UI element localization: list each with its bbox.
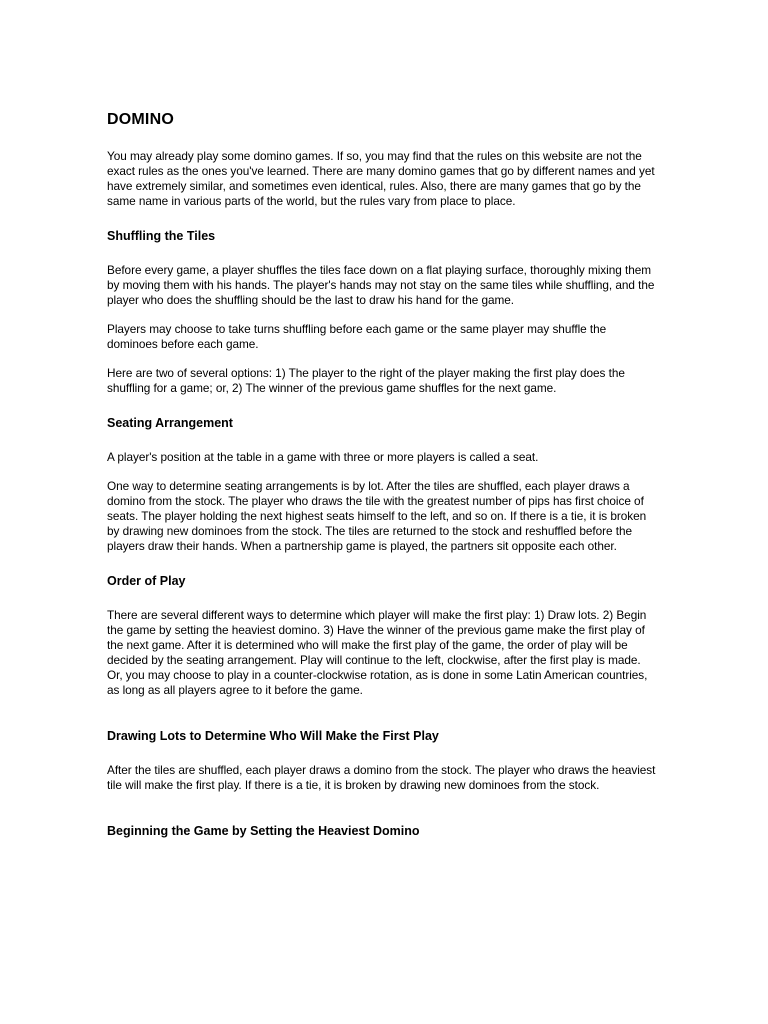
section-heading-drawing-lots: Drawing Lots to Determine Who Will Make the First Play bbox=[107, 729, 439, 743]
document-page bbox=[107, 112, 659, 858]
paragraph-drawing-lots-1: After the tiles are shuffled, each player draws a domino from the stock. The player who draws the heaviest tile will make the first play. If there is a tie, it is broken by drawing new dominoes from the stock. bbox=[107, 763, 656, 792]
section-heading-seating: Seating Arrangement bbox=[107, 416, 233, 430]
intro-paragraph: You may already play some domino games. If so, you may find that the rules on this website are not the exact rules as the ones you've learned. There are many domino games that go by different names and yet have extremely similar, and sometimes even identical, rules. Also, there are many games that go by the same name in various parts of the world, but the rules vary from place to place. bbox=[107, 149, 655, 208]
paragraph-shuffling-2: Players may choose to take turns shuffling before each game or the same player may shuffle the dominoes before each game. bbox=[107, 322, 607, 351]
section-heading-shuffling: Shuffling the Tiles bbox=[107, 229, 216, 243]
paragraph-shuffling-1: Before every game, a player shuffles the tiles face down on a flat playing surface, thoroughly mixing them by moving them with his hands. The player's hands may not stay on the same tiles while shuffling, and the player who does the shuffling should be the last to draw his hand for the game. bbox=[107, 263, 655, 307]
paragraph-seating-2: One way to determine seating arrangements is by lot. After the tiles are shuffled, each player draws a domino from the stock. The player who draws the tile with the greatest number of pips has first choice of seats. The player holding the next highest seats himself to the left, and so on. If there is a tie, it is broken by drawing new dominoes from the stock. The tiles are returned to the stock and reshuffled before the players draw their hands. When a partnership game is played, the partners sit opposite each other. bbox=[107, 479, 647, 553]
document-title: DOMINO bbox=[107, 111, 174, 128]
paragraph-shuffling-3: Here are two of several options: 1) The player to the right of the player making the first play does the shuffling for a game; or, 2) The winner of the previous game shuffles for the next game. bbox=[107, 366, 625, 395]
section-heading-order-of-play: Order of Play bbox=[107, 574, 186, 588]
paragraph-seating-1: A player's position at the table in a game with three or more players is called a seat. bbox=[107, 450, 539, 464]
paragraph-order-of-play-1: There are several different ways to determine which player will make the first play: 1) Draw lots. 2) Begin the game by setting the heaviest domino. 3) Have the winner of the previous game make the first play of the next game. After it is determined who will make the first play of the game, the order of play will be decided by the seating arrangement. Play will continue to the left, clockwise, after the first play is made. Or, you may choose to play in a counter-clockwise rotation, as is done in some Latin American countries, as long as all players agree to it before the game. bbox=[107, 608, 648, 697]
section-heading-heaviest-domino: Beginning the Game by Setting the Heaviest Domino bbox=[107, 824, 420, 838]
